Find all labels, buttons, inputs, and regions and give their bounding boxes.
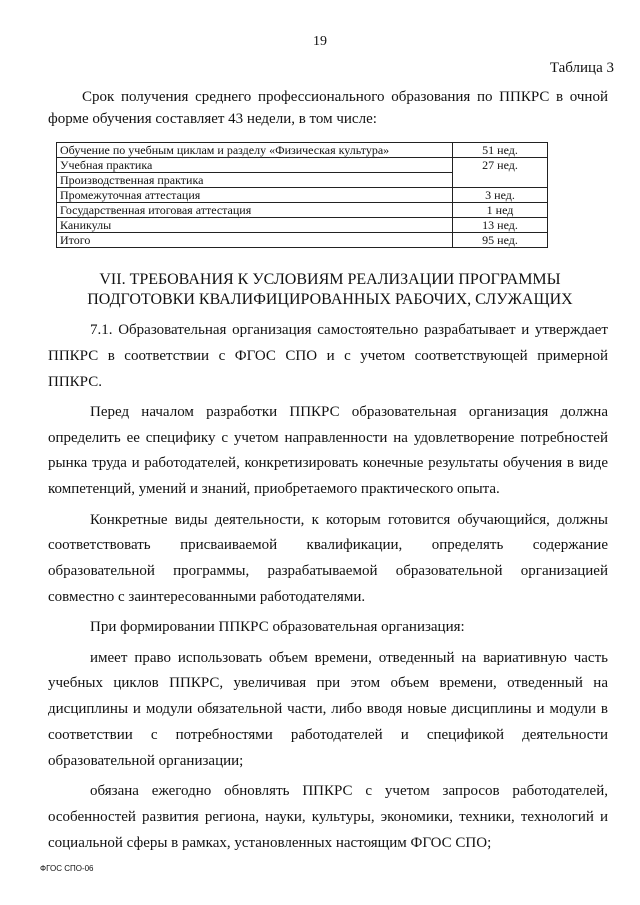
paragraph: Конкретные виды деятельности, к которым готовится обучающийся, должны соответствовать присваиваемой квалификации, определять содержание образовательной программы, разрабатываемой образовательной организацией совместно с заинтересованными работодателями. bbox=[48, 511, 608, 605]
footer-code: ФГОС СПО-06 bbox=[40, 864, 94, 873]
row-value: 51 нед. bbox=[453, 143, 548, 158]
row-value: 3 нед. bbox=[453, 188, 548, 203]
section-title-line-1: VII. ТРЕБОВАНИЯ К УСЛОВИЯМ РЕАЛИЗАЦИИ ПРОГРАММЫ bbox=[99, 271, 561, 288]
row-value: 1 нед bbox=[453, 203, 548, 218]
paragraph: При формировании ППКРС образовательная организация: bbox=[90, 619, 465, 636]
row-value: 13 нед. bbox=[453, 218, 548, 233]
row-label: Промежуточная аттестация bbox=[57, 188, 453, 203]
table-row bbox=[57, 158, 548, 173]
row-label: Обучение по учебным циклам и разделу «Физическая культура» bbox=[57, 143, 453, 158]
section-title-line-2: ПОДГОТОВКИ КВАЛИФИЦИРОВАННЫХ РАБОЧИХ, СЛУЖАЩИХ bbox=[87, 291, 573, 308]
row-label: Государственная итоговая аттестация bbox=[57, 203, 453, 218]
row-label: Производственная практика bbox=[57, 173, 453, 188]
intro-paragraph: Срок получения среднего профессионального образования по ППКРС в очной форме обучения составляет 43 недели, в том числе: bbox=[48, 89, 608, 127]
table-row bbox=[57, 218, 548, 233]
section-title bbox=[40, 270, 620, 310]
row-label: Итого bbox=[57, 233, 453, 248]
table-label: Таблица 3 bbox=[549, 60, 614, 76]
table-row bbox=[57, 143, 548, 158]
paragraph: 7.1. Образовательная организация самостоятельно разрабатывает и утверждает ППКРС в соответствии с ФГОС СПО и с учетом соответствующей примерной ППКРС. bbox=[48, 322, 608, 390]
row-value: 27 нед. bbox=[453, 158, 548, 188]
paragraph: имеет право использовать объем времени, отведенный на вариативную часть учебных циклов ППКРС, увеличивая при этом объем времени, отведенный на дисциплины и модули обязательной части, либо вводя новые дисциплины и модули в соответствии с потребностями работодателей и спецификой деятельности образовательной организации; bbox=[48, 649, 608, 769]
table-row bbox=[57, 203, 548, 218]
table-row bbox=[57, 188, 548, 203]
row-value: 95 нед. bbox=[453, 233, 548, 248]
study-term-table bbox=[56, 142, 548, 248]
body-text bbox=[48, 318, 608, 861]
table-row bbox=[57, 233, 548, 248]
paragraph: Перед началом разработки ППКРС образовательная организация должна определить ее специфику с учетом направленности на удовлетворение потребностей рынка труда и работодателей, конкретизировать конечные результаты обучения в виде компетенций, умений и знаний, приобретаемого практического опыта. bbox=[48, 403, 608, 498]
page-number: 19 bbox=[313, 34, 327, 49]
paragraph: обязана ежегодно обновлять ППКРС с учетом запросов работодателей, особенностей развития региона, науки, культуры, экономики, техники, технологий и социальной сферы в рамках, установленных настоящим ФГОС СПО; bbox=[48, 783, 608, 851]
row-label: Учебная практика bbox=[57, 158, 453, 173]
row-label: Каникулы bbox=[57, 218, 453, 233]
